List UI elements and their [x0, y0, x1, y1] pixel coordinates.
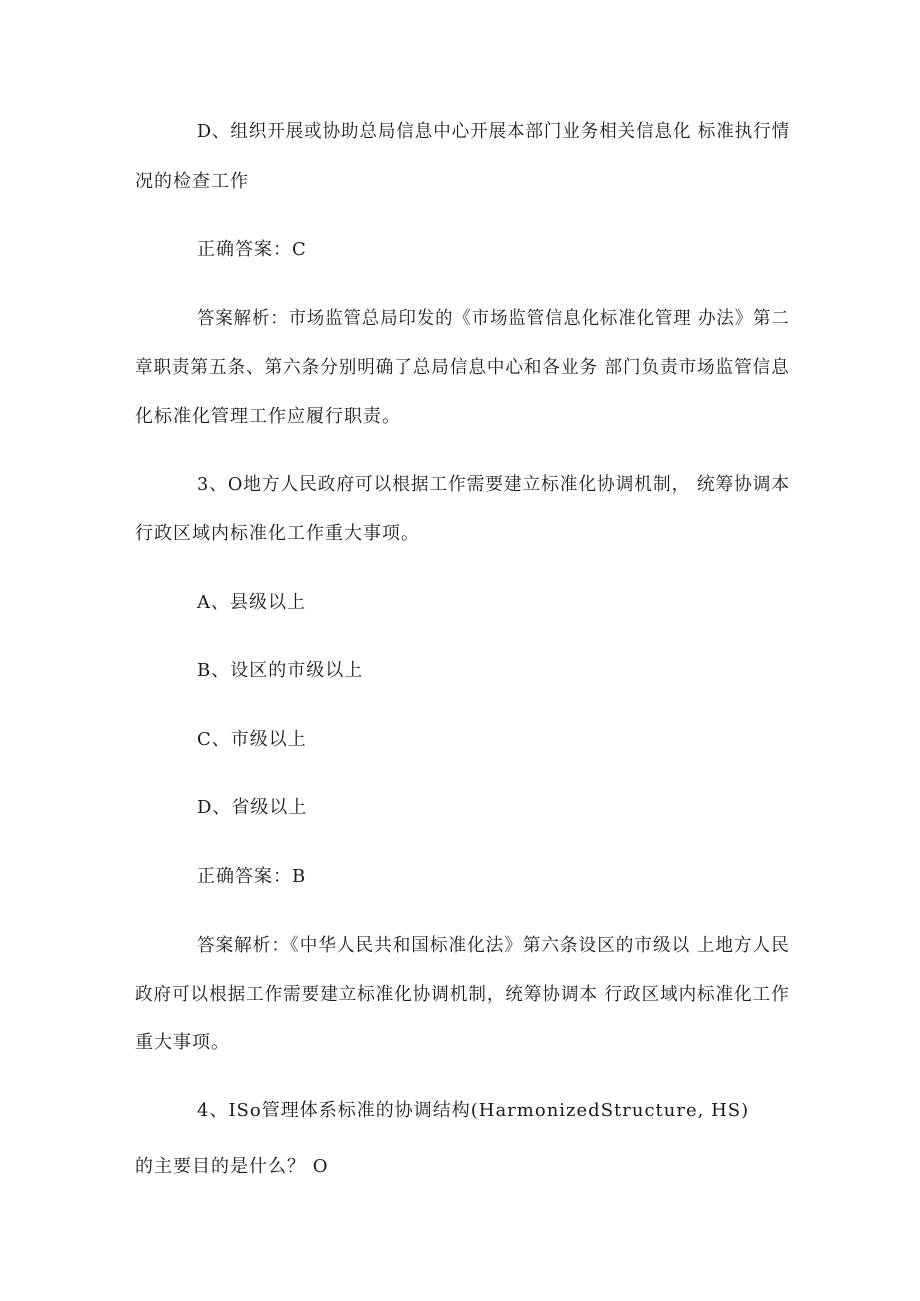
q3-question-line1: 3、O地方人民政府可以根据工作需要建立标准化协调机制， 统筹协调本: [197, 474, 790, 495]
q2-analysis-line1: 答案解析：市场监管总局印发的《市场监管信息化标准化管理 办法》第二: [197, 308, 790, 329]
q2-analysis-line2: 章职责第五条、第六条分别明确了总局信息中心和各业务 部门负责市场监管信息: [135, 357, 790, 378]
q3-analysis-line2: 政府可以根据工作需要建立标准化协调机制，统筹协调本 行政区域内标准化工作: [135, 984, 790, 1005]
q4-question-line1: 4、ISo管理体系标准的协调结构(HarmonizedStructure, HS): [197, 1100, 750, 1121]
q3-question-line2: 行政区域内标准化工作重大事项。: [135, 523, 420, 544]
q3-analysis-line3: 重大事项。: [135, 1032, 230, 1053]
q3-correct-answer: 正确答案：B: [197, 866, 307, 887]
q3-analysis-line1: 答案解析：《中华人民共和国标准化法》第六条设区的市级以 上地方人民: [197, 935, 790, 956]
q3-option-a: A、县级以上: [197, 592, 306, 613]
q2-option-d-line1: D、组织开展或协助总局信息中心开展本部门业务相关信息化 标准执行情: [197, 121, 791, 142]
q3-option-c: C、市级以上: [197, 729, 307, 750]
q3-option-b: B、设区的市级以上: [197, 660, 364, 681]
q2-option-d-line2: 况的检查工作: [135, 171, 249, 192]
q2-correct-answer: 正确答案：C: [197, 239, 307, 260]
q4-question-line2: 的主要目的是什么？ O: [135, 1156, 329, 1177]
q3-option-d: D、省级以上: [197, 797, 308, 818]
q2-analysis-line3: 化标准化管理工作应履行职责。: [135, 406, 401, 427]
